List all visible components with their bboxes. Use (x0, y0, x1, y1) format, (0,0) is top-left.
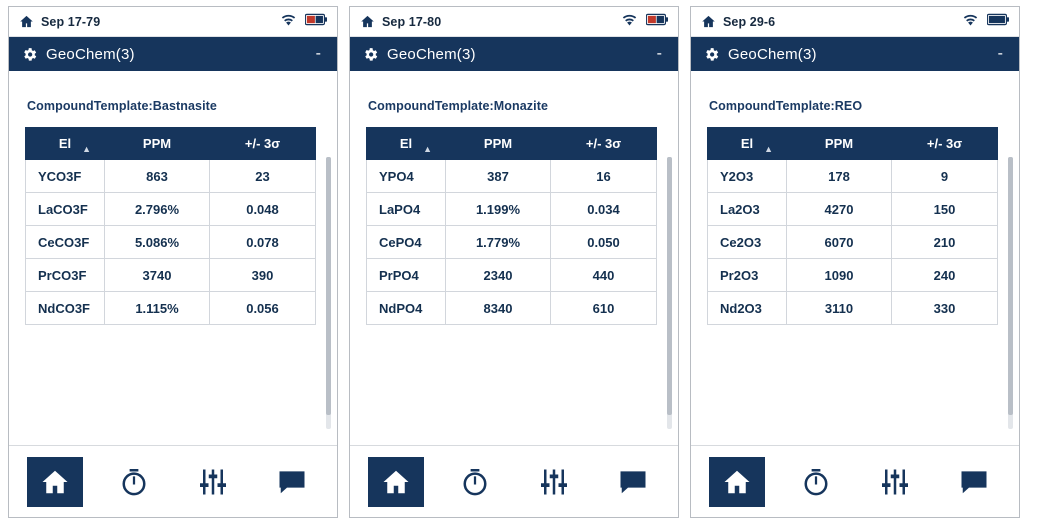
nav-message-button[interactable] (605, 457, 661, 507)
cell-ppm: 2340 (446, 259, 551, 292)
battery-icon (646, 13, 668, 31)
cell-ppm: 387 (446, 160, 551, 193)
column-header-element-label: El (740, 136, 754, 151)
status-right (280, 13, 327, 31)
table-row[interactable] (367, 259, 657, 292)
sort-caret-icon: ▲ (82, 144, 91, 154)
nav-sliders-button[interactable] (867, 457, 923, 507)
minimize-button[interactable]: - (656, 45, 662, 62)
cell-element: PrPO4 (367, 259, 446, 292)
nav-message-button[interactable] (264, 457, 320, 507)
cell-ppm: 1.779% (446, 226, 551, 259)
cell-error: 440 (551, 259, 657, 292)
bottom-nav-bar (350, 445, 678, 517)
column-header-element[interactable] (26, 128, 105, 160)
cell-element: Ce2O3 (708, 226, 787, 259)
table-row[interactable] (26, 292, 316, 325)
wifi-icon (962, 13, 979, 31)
nav-message-button[interactable] (946, 457, 1002, 507)
cell-ppm: 1.115% (105, 292, 210, 325)
cell-error: 390 (210, 259, 316, 292)
table-row[interactable] (708, 292, 998, 325)
cell-error: 0.034 (551, 193, 657, 226)
nav-home-button[interactable] (709, 457, 765, 507)
minimize-button[interactable]: - (997, 45, 1003, 62)
content-area (9, 71, 337, 445)
home-icon (360, 14, 375, 29)
cell-ppm: 6070 (787, 226, 892, 259)
cell-ppm: 3740 (105, 259, 210, 292)
title-bar (9, 37, 337, 71)
column-header-element-label: El (58, 136, 72, 151)
nav-timer-button[interactable] (447, 457, 503, 507)
table-row[interactable] (26, 226, 316, 259)
gear-icon[interactable] (703, 46, 720, 63)
cell-error: 330 (892, 292, 998, 325)
column-header-element[interactable] (367, 128, 446, 160)
table-header-row (708, 128, 998, 160)
cell-ppm: 1.199% (446, 193, 551, 226)
nav-home-button[interactable] (368, 457, 424, 507)
cell-element: Pr2O3 (708, 259, 787, 292)
cell-ppm: 3110 (787, 292, 892, 325)
title-bar (691, 37, 1019, 71)
nav-timer-button[interactable] (788, 457, 844, 507)
status-date: Sep 17-80 (382, 14, 442, 29)
cell-ppm: 4270 (787, 193, 892, 226)
home-icon (19, 14, 34, 29)
battery-icon (305, 13, 327, 31)
cell-element: CeCO3F (26, 226, 105, 259)
cell-error: 0.078 (210, 226, 316, 259)
cell-element: Y2O3 (708, 160, 787, 193)
cell-ppm: 2.796% (105, 193, 210, 226)
table-row[interactable] (367, 160, 657, 193)
table-row[interactable] (708, 226, 998, 259)
cell-element: LaPO4 (367, 193, 446, 226)
sort-caret-icon: ▲ (423, 144, 432, 154)
status-date: Sep 29-6 (723, 14, 776, 29)
status-left (360, 14, 441, 29)
table-header-row (26, 128, 316, 160)
vertical-scrollbar[interactable] (667, 157, 672, 429)
table-row[interactable] (367, 292, 657, 325)
table-row[interactable] (26, 193, 316, 226)
cell-ppm: 8340 (446, 292, 551, 325)
battery-icon (987, 13, 1009, 31)
status-bar (691, 7, 1019, 37)
gear-icon[interactable] (21, 46, 38, 63)
table-row[interactable] (26, 160, 316, 193)
cell-error: 16 (551, 160, 657, 193)
cell-error: 0.050 (551, 226, 657, 259)
compound-template-label: CompoundTemplate:Bastnasite (27, 99, 217, 113)
compound-template-label: CompoundTemplate:REO (709, 99, 863, 113)
status-left (701, 14, 775, 29)
cell-element: NdCO3F (26, 292, 105, 325)
cell-error: 9 (892, 160, 998, 193)
bottom-nav-bar (9, 445, 337, 517)
cell-element: PrCO3F (26, 259, 105, 292)
cell-error: 240 (892, 259, 998, 292)
results-table (366, 127, 657, 325)
cell-element: CePO4 (367, 226, 446, 259)
table-row[interactable] (26, 259, 316, 292)
compound-template-label: CompoundTemplate:Monazite (368, 99, 549, 113)
device-panel-3 (690, 6, 1020, 518)
wifi-icon (280, 13, 297, 31)
cell-ppm: 863 (105, 160, 210, 193)
home-icon (701, 14, 716, 29)
cell-error: 23 (210, 160, 316, 193)
column-header-error[interactable]: +/- 3σ (210, 128, 316, 160)
nav-sliders-button[interactable] (185, 457, 241, 507)
cell-error: 610 (551, 292, 657, 325)
vertical-scrollbar[interactable] (1008, 157, 1013, 429)
cell-ppm: 5.086% (105, 226, 210, 259)
column-header-error[interactable]: +/- 3σ (892, 128, 998, 160)
window-title: GeoChem(3) (46, 45, 135, 63)
nav-home-button[interactable] (27, 457, 83, 507)
nav-timer-button[interactable] (106, 457, 162, 507)
cell-ppm: 1090 (787, 259, 892, 292)
cell-error: 0.056 (210, 292, 316, 325)
table-row[interactable] (708, 160, 998, 193)
bottom-nav-bar (691, 445, 1019, 517)
scrollbar-thumb[interactable] (1008, 157, 1013, 415)
cell-element: YPO4 (367, 160, 446, 193)
cell-element: YCO3F (26, 160, 105, 193)
sort-caret-icon: ▲ (764, 144, 773, 154)
device-panel-1 (8, 6, 338, 518)
table-row[interactable] (708, 259, 998, 292)
cell-element: La2O3 (708, 193, 787, 226)
results-table (25, 127, 316, 325)
status-right (962, 13, 1009, 31)
gear-icon[interactable] (362, 46, 379, 63)
cell-error: 210 (892, 226, 998, 259)
table-header-row (367, 128, 657, 160)
cell-ppm: 178 (787, 160, 892, 193)
results-table (707, 127, 998, 325)
status-bar (350, 7, 678, 37)
column-header-ppm[interactable]: PPM (446, 128, 551, 160)
minimize-button[interactable]: - (315, 45, 321, 62)
cell-element: Nd2O3 (708, 292, 787, 325)
cell-error: 150 (892, 193, 998, 226)
scrollbar-thumb[interactable] (667, 157, 672, 415)
wifi-icon (621, 13, 638, 31)
table-row[interactable] (708, 193, 998, 226)
window-title: GeoChem(3) (387, 45, 476, 63)
nav-sliders-button[interactable] (526, 457, 582, 507)
column-header-ppm[interactable]: PPM (105, 128, 210, 160)
device-panel-2 (349, 6, 679, 518)
column-header-element-label: El (399, 136, 413, 151)
status-bar (9, 7, 337, 37)
content-area (350, 71, 678, 445)
status-left (19, 14, 100, 29)
status-right (621, 13, 668, 31)
cell-element: NdPO4 (367, 292, 446, 325)
table-row[interactable] (367, 193, 657, 226)
cell-error: 0.048 (210, 193, 316, 226)
column-header-element[interactable] (708, 128, 787, 160)
content-area (691, 71, 1019, 445)
column-header-ppm[interactable]: PPM (787, 128, 892, 160)
column-header-error[interactable]: +/- 3σ (551, 128, 657, 160)
vertical-scrollbar[interactable] (326, 157, 331, 429)
scrollbar-thumb[interactable] (326, 157, 331, 415)
cell-element: LaCO3F (26, 193, 105, 226)
window-title: GeoChem(3) (728, 45, 817, 63)
table-row[interactable] (367, 226, 657, 259)
title-bar (350, 37, 678, 71)
status-date: Sep 17-79 (41, 14, 101, 29)
